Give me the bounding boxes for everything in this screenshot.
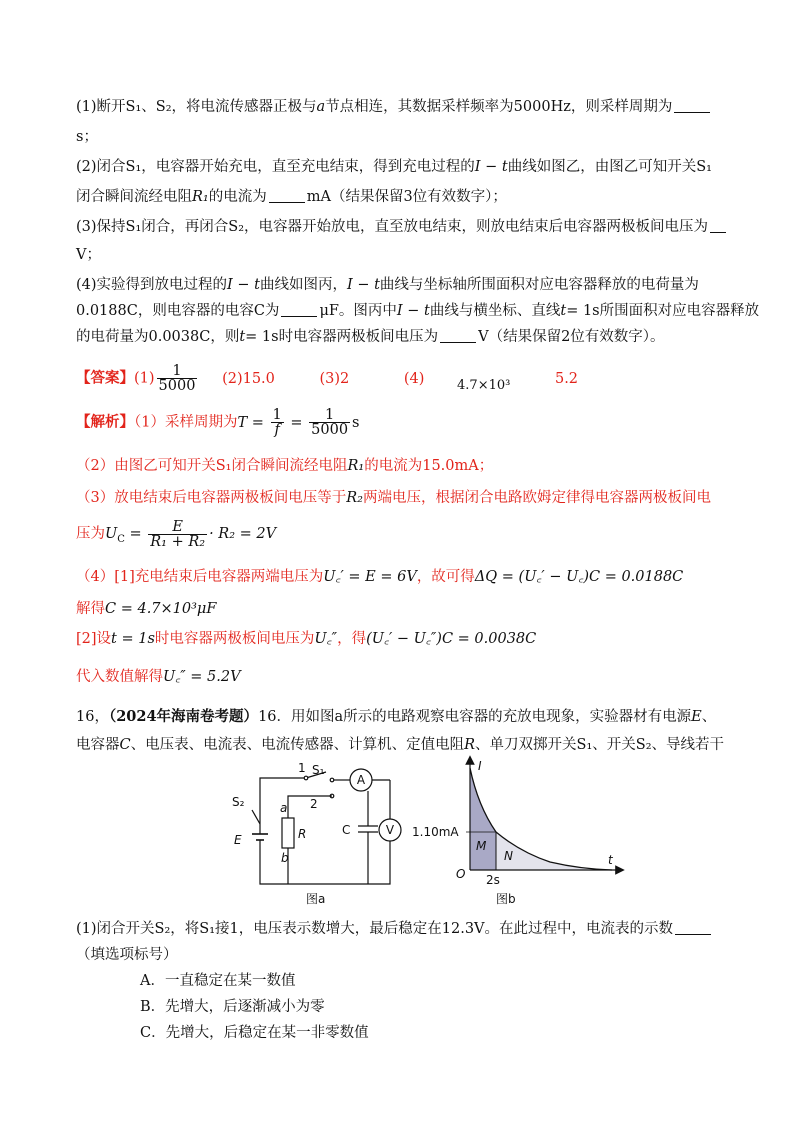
text: 的电流为 — [208, 189, 267, 205]
q15-part1-line1 — [76, 96, 722, 118]
text: s； — [76, 129, 98, 145]
eq: C = 4.7×10³μF — [105, 601, 217, 617]
text: 曲线如图乙，由图乙可知开关S₁ — [507, 159, 712, 175]
text: ，故可得 — [416, 569, 475, 585]
switch-s1-label: S₁ — [312, 763, 325, 777]
q15-part2-line2 — [76, 186, 722, 208]
answer-1-label: (1) — [134, 370, 155, 387]
it-curve: I − t — [396, 303, 430, 319]
resistor-r1: R₁ — [192, 189, 209, 205]
eq: ΔQ = (U꜀′ − U꜀)C = 0.0188C — [474, 569, 684, 585]
text: 时电容器两极板间电压为 — [154, 631, 315, 647]
option-b[interactable] — [140, 996, 325, 1018]
resistor-label: R — [298, 827, 307, 841]
fraction — [271, 408, 284, 437]
var-t: t — [560, 303, 567, 319]
analysis-line3 — [76, 487, 722, 509]
question-source: （2024年海南卷考题） — [108, 708, 259, 725]
text: V； — [76, 247, 101, 263]
eq: U꜀′ = E = 6V — [323, 569, 417, 585]
answer-4b: 5.2 — [554, 370, 579, 387]
x-axis-label: t — [608, 853, 613, 867]
q15-part4-line3 — [76, 326, 722, 348]
answer-3: (3)2 — [319, 370, 350, 387]
text: (1)断开S₁、S₂，将电流传感器正极与 — [76, 99, 317, 115]
text: 曲线如图丙， — [259, 277, 347, 293]
q16-part1-line2 — [76, 944, 722, 966]
text: （1）采样周期为 — [134, 414, 238, 431]
q15-part2-line1 — [76, 156, 722, 178]
answer-1-fraction — [157, 364, 198, 393]
text: 曲线与坐标轴所围面积对应电容器释放的电荷量为 — [379, 277, 699, 293]
voltmeter-label: V — [385, 823, 395, 837]
battery-label: E — [234, 833, 242, 847]
q15-part4-line1 — [76, 274, 722, 296]
sub-c: C — [117, 533, 125, 545]
text: 的电荷量为0.0038C，则 — [76, 329, 240, 345]
numerator: E — [148, 520, 207, 535]
resistor-r1: R₁ — [347, 458, 365, 474]
option-c[interactable] — [140, 1022, 369, 1044]
option-a[interactable] — [140, 970, 295, 992]
eq: = — [285, 414, 308, 431]
answer-line — [76, 364, 722, 394]
analysis-line1 — [76, 408, 722, 437]
answer-4a: 4.7×10³ — [457, 377, 511, 393]
analysis-line8 — [76, 666, 722, 688]
eq: t = 1s — [111, 631, 155, 647]
answer-blank[interactable] — [440, 328, 476, 343]
answer-blank[interactable] — [674, 98, 710, 113]
fraction — [148, 520, 207, 549]
eq-tail: · R₂ = 2V — [209, 526, 277, 542]
it-curve: I − t — [474, 159, 508, 175]
figure-a-caption: 图a — [306, 892, 326, 906]
text: 曲线与横坐标、直线 — [429, 303, 561, 319]
text: 解得 — [76, 601, 105, 617]
text: 电容器 — [76, 737, 120, 753]
var-r: R — [464, 737, 476, 753]
q16-line2 — [76, 734, 725, 756]
capacitor-label: C — [342, 823, 351, 837]
text: （2）由图乙可知开关S₁闭合瞬间流经电阻 — [76, 458, 348, 474]
q16-part1-line1 — [76, 918, 722, 940]
text: 、单刀双掷开关S₁、开关S₂、导线若干 — [475, 737, 725, 753]
answer-label: 【答案】 — [76, 369, 134, 387]
text: （填选项标号） — [76, 947, 178, 963]
text: 压为 — [76, 526, 105, 542]
contact-1-label: 1 — [298, 761, 306, 775]
text: 两端电压，根据闭合电路欧姆定律得电容器两极板间电 — [362, 490, 711, 506]
switch-s2-label: S₂ — [232, 795, 245, 809]
analysis-line5 — [76, 566, 722, 588]
numerator: 1 — [272, 407, 282, 423]
denominator: R₁ + R₂ — [150, 533, 206, 550]
question-number: 16， — [76, 709, 109, 725]
analysis-label: 【解析】 — [76, 413, 134, 431]
text: (1)闭合开关S₂，将S₁接1，电压表示数增大，最后稳定在12.3V。在此过程中，电流表的示数 — [76, 921, 674, 937]
text: μF。图丙中 — [319, 303, 397, 319]
contact-2-label: 2 — [310, 797, 318, 811]
answer-4-label: (4) — [403, 370, 425, 387]
text: 闭合瞬间流经电阻 — [76, 189, 192, 205]
u: U — [105, 526, 118, 542]
text: 的电流为15.0mA； — [364, 458, 494, 474]
analysis-line2 — [76, 455, 722, 477]
it-curve: I − t — [346, 277, 380, 293]
denominator: 5000 — [311, 422, 349, 438]
fraction — [309, 408, 350, 437]
resistor-r2: R₂ — [346, 490, 363, 506]
analysis-line7 — [76, 628, 722, 650]
analysis-line4 — [76, 516, 722, 558]
option-b-text: B．先增大，后逐渐减小为零 — [140, 999, 325, 1015]
answer-2: (2)15.0 — [222, 370, 275, 387]
ammeter-label: A — [356, 773, 366, 787]
eq: U꜀″ = 5.2V — [163, 669, 241, 685]
eq: U꜀″ — [314, 631, 338, 647]
text: 、 — [701, 709, 717, 725]
eq: (U꜀′ − U꜀″)C = 0.0038C — [366, 631, 537, 647]
var-c: C — [119, 737, 131, 753]
answer-blank[interactable] — [281, 302, 317, 317]
q15-part3-line2 — [76, 244, 722, 266]
answer-blank[interactable] — [269, 188, 305, 203]
unit: s — [352, 414, 360, 431]
option-a-text: A．一直稳定在某一数值 — [140, 973, 296, 989]
text: (4)实验得到放电过程的 — [76, 277, 228, 293]
text: （3）放电结束后电容器两极板间电压等于 — [76, 490, 347, 506]
origin-label: O — [456, 867, 466, 881]
text: [2]设 — [76, 631, 112, 647]
q15-part3-line1 — [76, 216, 722, 238]
figure-a-circuit — [228, 760, 418, 910]
denominator: 5000 — [158, 378, 196, 394]
text: V（结果保留2位有效数字）。 — [478, 329, 665, 345]
text: 16．用如图a所示的电路观察电容器的充放电现象，实验器材有电源 — [258, 709, 692, 725]
denominator: f — [274, 422, 280, 438]
node-a: a — [316, 99, 326, 115]
it-curve: I − t — [227, 277, 260, 293]
figure-b-caption: 图b — [496, 892, 516, 906]
q15-part4-line2 — [76, 300, 760, 322]
numerator: 1 — [309, 408, 350, 423]
y-axis-label: I — [478, 759, 482, 773]
q16-line1 — [76, 706, 722, 728]
area-m-label: M — [476, 839, 487, 853]
area-n-label: N — [504, 849, 513, 863]
numerator: 1 — [157, 364, 198, 379]
text: 、电压表、电流表、电流传感器、计算机、定值电阻 — [130, 737, 465, 753]
eq: = — [124, 526, 147, 542]
text: 节点相连，其数据采样频率为5000Hz，则采样周期为 — [325, 99, 673, 115]
q15-part1-line2 — [76, 126, 722, 148]
option-c-text: C．先增大，后稳定在某一非零数值 — [140, 1025, 369, 1041]
var-e: E — [691, 709, 702, 725]
answer-blank[interactable] — [675, 920, 711, 935]
x-tick-label: 2s — [486, 873, 500, 887]
text: (2)闭合S₁，电容器开始充电，直至充电结束，得到充电过程的 — [76, 159, 475, 175]
var-t: t — [239, 329, 246, 345]
text: = 1s时电容器两极板间电压为 — [245, 329, 439, 345]
y-tick-label: 1.10mA — [412, 825, 459, 839]
eq: T = — [237, 414, 269, 431]
text: mA（结果保留3位有效数字）； — [306, 189, 507, 205]
figure-b-graph — [412, 756, 630, 912]
text: (3)保持S₁闭合，再闭合S₂，电容器开始放电，直至放电结束，则放电结束后电容器两极板间电压为 — [76, 219, 709, 235]
analysis-line6 — [76, 598, 722, 620]
text: 0.0188C，则电容器的电容C为 — [76, 303, 280, 319]
text: = 1s所围面积对应电容器释放 — [566, 303, 760, 319]
text: 代入数值解得 — [76, 669, 163, 685]
text: （4）[1]充电结束后电容器两端电压为 — [76, 569, 324, 585]
node-a-label: a — [280, 801, 288, 815]
answer-blank[interactable] — [710, 218, 726, 233]
node-b-label: b — [281, 851, 289, 865]
text: ，得 — [337, 631, 367, 647]
